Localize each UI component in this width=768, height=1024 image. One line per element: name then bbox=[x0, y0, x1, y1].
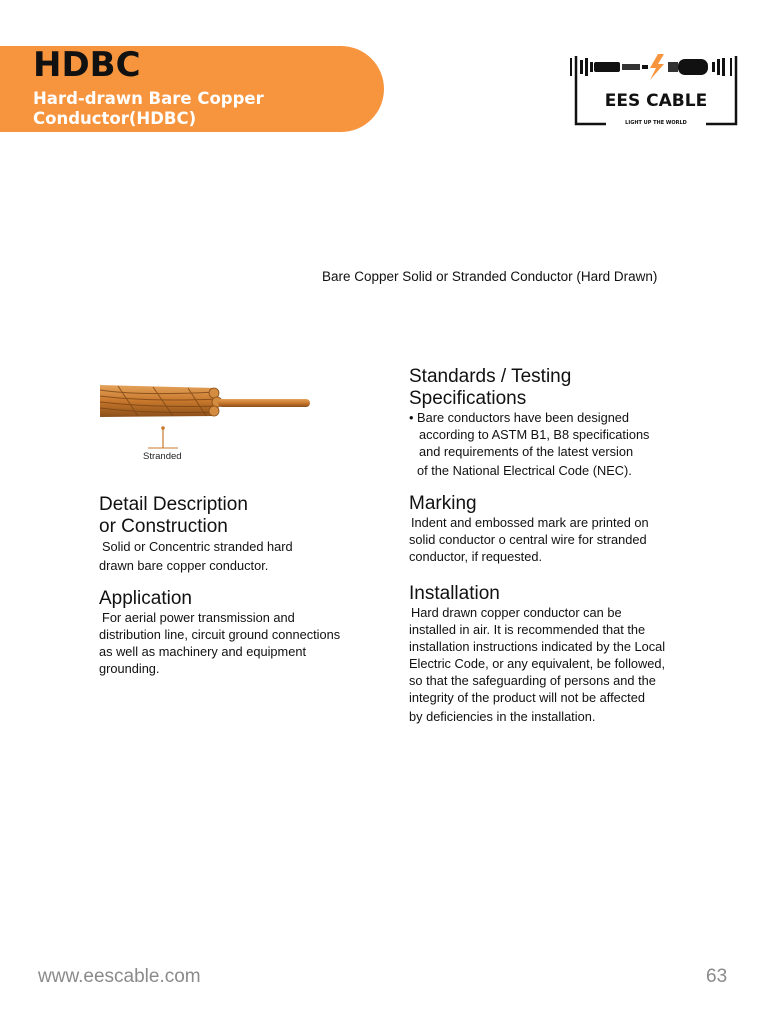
standards-body bbox=[409, 409, 709, 479]
installation-body bbox=[409, 604, 719, 725]
application-body bbox=[99, 609, 389, 677]
website-link[interactable]: www.eescable.com bbox=[38, 966, 201, 987]
detail-heading bbox=[99, 494, 248, 538]
detail-line: Solid or Concentric stranded hard bbox=[102, 539, 293, 554]
standards-line: • Bare conductors have been designed bbox=[409, 410, 630, 425]
marking-line: solid conductor o central wire for stranded bbox=[409, 532, 647, 547]
product-subtitle: Bare Copper Solid or Stranded Conductor (Hard Drawn) bbox=[322, 269, 658, 284]
ees-cable-logo bbox=[566, 46, 746, 134]
marking-line: conductor, if requested. bbox=[409, 549, 543, 564]
installation-line: integrity of the product will not be affected bbox=[409, 690, 645, 705]
standards-heading-line2: Specifications bbox=[409, 388, 527, 409]
logo-tagline-text: LIGHT UP THE WORLD bbox=[625, 120, 687, 126]
page-number: 63 bbox=[706, 966, 728, 987]
marking-body bbox=[409, 514, 709, 565]
page-subtitle: Hard-drawn Bare Copper Conductor(HDBC) bbox=[33, 89, 264, 128]
standards-line: according to ASTM B1, B8 specifications bbox=[419, 427, 650, 442]
detail-heading-line2: or Construction bbox=[99, 516, 228, 537]
detail-body bbox=[99, 538, 369, 574]
installation-heading: Installation bbox=[409, 583, 500, 604]
standards-heading-line1: Standards / Testing bbox=[409, 366, 572, 387]
lightning-cable-icon bbox=[650, 54, 664, 80]
installation-line: Electric Code, or any equivalent, be followed, bbox=[409, 656, 666, 671]
page-title: HDBC bbox=[33, 45, 141, 85]
stranded-conductor-image bbox=[98, 380, 318, 470]
detail-heading-line1: Detail Description bbox=[99, 494, 248, 515]
application-line: as well as machinery and equipment bbox=[99, 644, 306, 659]
application-line: For aerial power transmission and bbox=[102, 610, 295, 625]
installation-line: installation instructions indicated by the Local bbox=[409, 639, 666, 654]
installation-line: Hard drawn copper conductor can be bbox=[411, 605, 622, 620]
installation-line: installed in air. It is recommended that the bbox=[409, 622, 646, 637]
logo-brand-text: EES CABLE bbox=[604, 91, 708, 111]
application-line: distribution line, circuit ground connections bbox=[99, 627, 341, 642]
marking-heading: Marking bbox=[409, 493, 477, 514]
application-line: grounding. bbox=[99, 661, 160, 676]
standards-line: and requirements of the latest version bbox=[419, 444, 634, 459]
marking-line: Indent and embossed mark are printed on bbox=[411, 515, 649, 530]
application-heading: Application bbox=[99, 588, 192, 609]
installation-line: so that the safeguarding of persons and the bbox=[409, 673, 656, 688]
standards-heading bbox=[409, 366, 571, 410]
stranded-label: Stranded bbox=[143, 451, 182, 462]
installation-line: by deficiencies in the installation. bbox=[409, 709, 596, 724]
detail-line: drawn bare copper conductor. bbox=[99, 558, 269, 573]
standards-line: of the National Electrical Code (NEC). bbox=[417, 463, 632, 478]
